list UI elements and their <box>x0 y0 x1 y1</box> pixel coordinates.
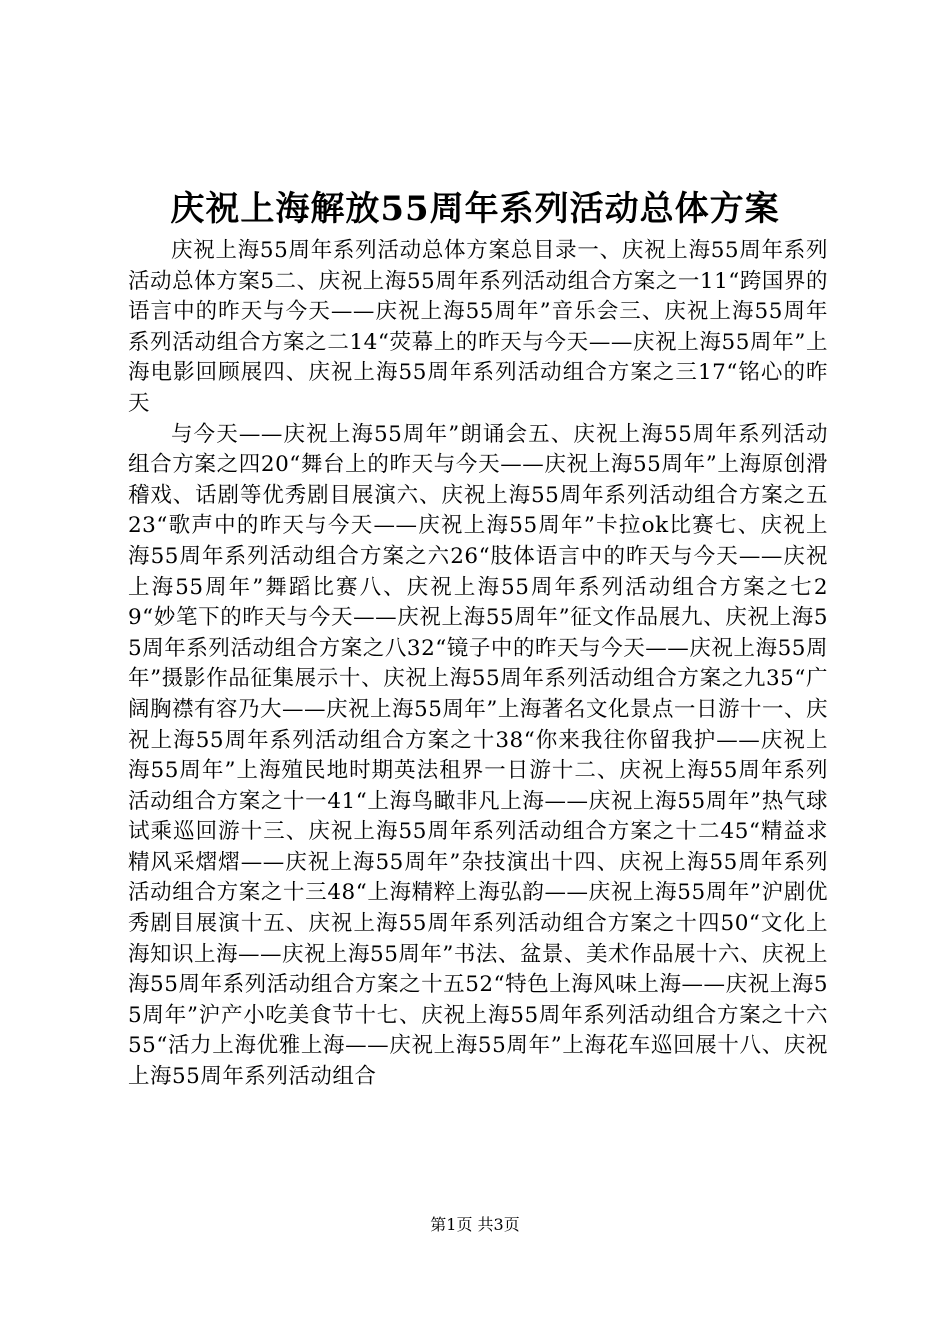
page-footer: 第1页 共3页 <box>430 1215 520 1234</box>
document-title: 庆祝上海解放55周年系列活动总体方案 <box>170 189 780 229</box>
body-paragraph: 庆祝上海55周年系列活动总体方案总目录一、庆祝上海55周年系列活动总体方案5二、庆祝上海55周年系列活动组合方案之一11“跨国界的语言中的昨天与今天——庆祝上海55周年”音乐会三、庆祝上海55周年系列活动组合方案之二14“荧幕上的昨天与今天——庆祝上海55周年”上海电影回顾展四、庆祝上海55周年系列活动组合方案之三17“铭心的昨天 <box>128 238 828 416</box>
body-paragraph: 与今天——庆祝上海55周年”朗诵会五、庆祝上海55周年系列活动组合方案之四20“舞台上的昨天与今天——庆祝上海55周年”上海原创滑稽戏、话剧等优秀剧目展演六、庆祝上海55周年系列活动组合方案之五23“歌声中的昨天与今天——庆祝上海55周年”卡拉ok比赛七、庆祝上海55周年系列活动组合方案之六26“肢体语言中的昨天与今天——庆祝上海55周年”舞蹈比赛八、庆祝上海55周年系列活动组合方案之七29“妙笔下的昨天与今天——庆祝上海55周年”征文作品展九、庆祝上海55周年系列活动组合方案之八32“镜子中的昨天与今天——庆祝上海55周年”摄影作品征集展示十、庆祝上海55周年系列活动组合方案之九35“广阔胸襟有容乃大——庆祝上海55周年”上海著名文化景点一日游十一、庆祝上海55周年系列活动组合方案之十38“你来我往你留我护——庆祝上海55周年”上海殖民地时期英法租界一日游十二、庆祝上海55周年系列活动组合方案之十一41“上海鸟瞰非凡上海——庆祝上海55周年”热气球试乘巡回游十三、庆祝上海55周年系列活动组合方案之十二45“精益求精风采熠熠——庆祝上海55周年”杂技演出十四、庆祝上海55周年系列活动组合方案之十三48“上海精粹上海弘韵——庆祝上海55周年”沪剧优秀剧目展演十五、庆祝上海55周年系列活动组合方案之十四50“文化上海知识上海——庆祝上海55周年”书法、盆景、美术作品展十六、庆祝上海55周年系列活动组合方案之十五52“特色上海风味上海——庆祝上海55周年”沪产小吃美食节十七、庆祝上海55周年系列活动组合方案之十六55“活力上海优雅上海——庆祝上海55周年”上海花车巡回展十八、庆祝上海55周年系列活动组合 <box>128 421 828 1090</box>
document-body <box>128 236 828 1093</box>
